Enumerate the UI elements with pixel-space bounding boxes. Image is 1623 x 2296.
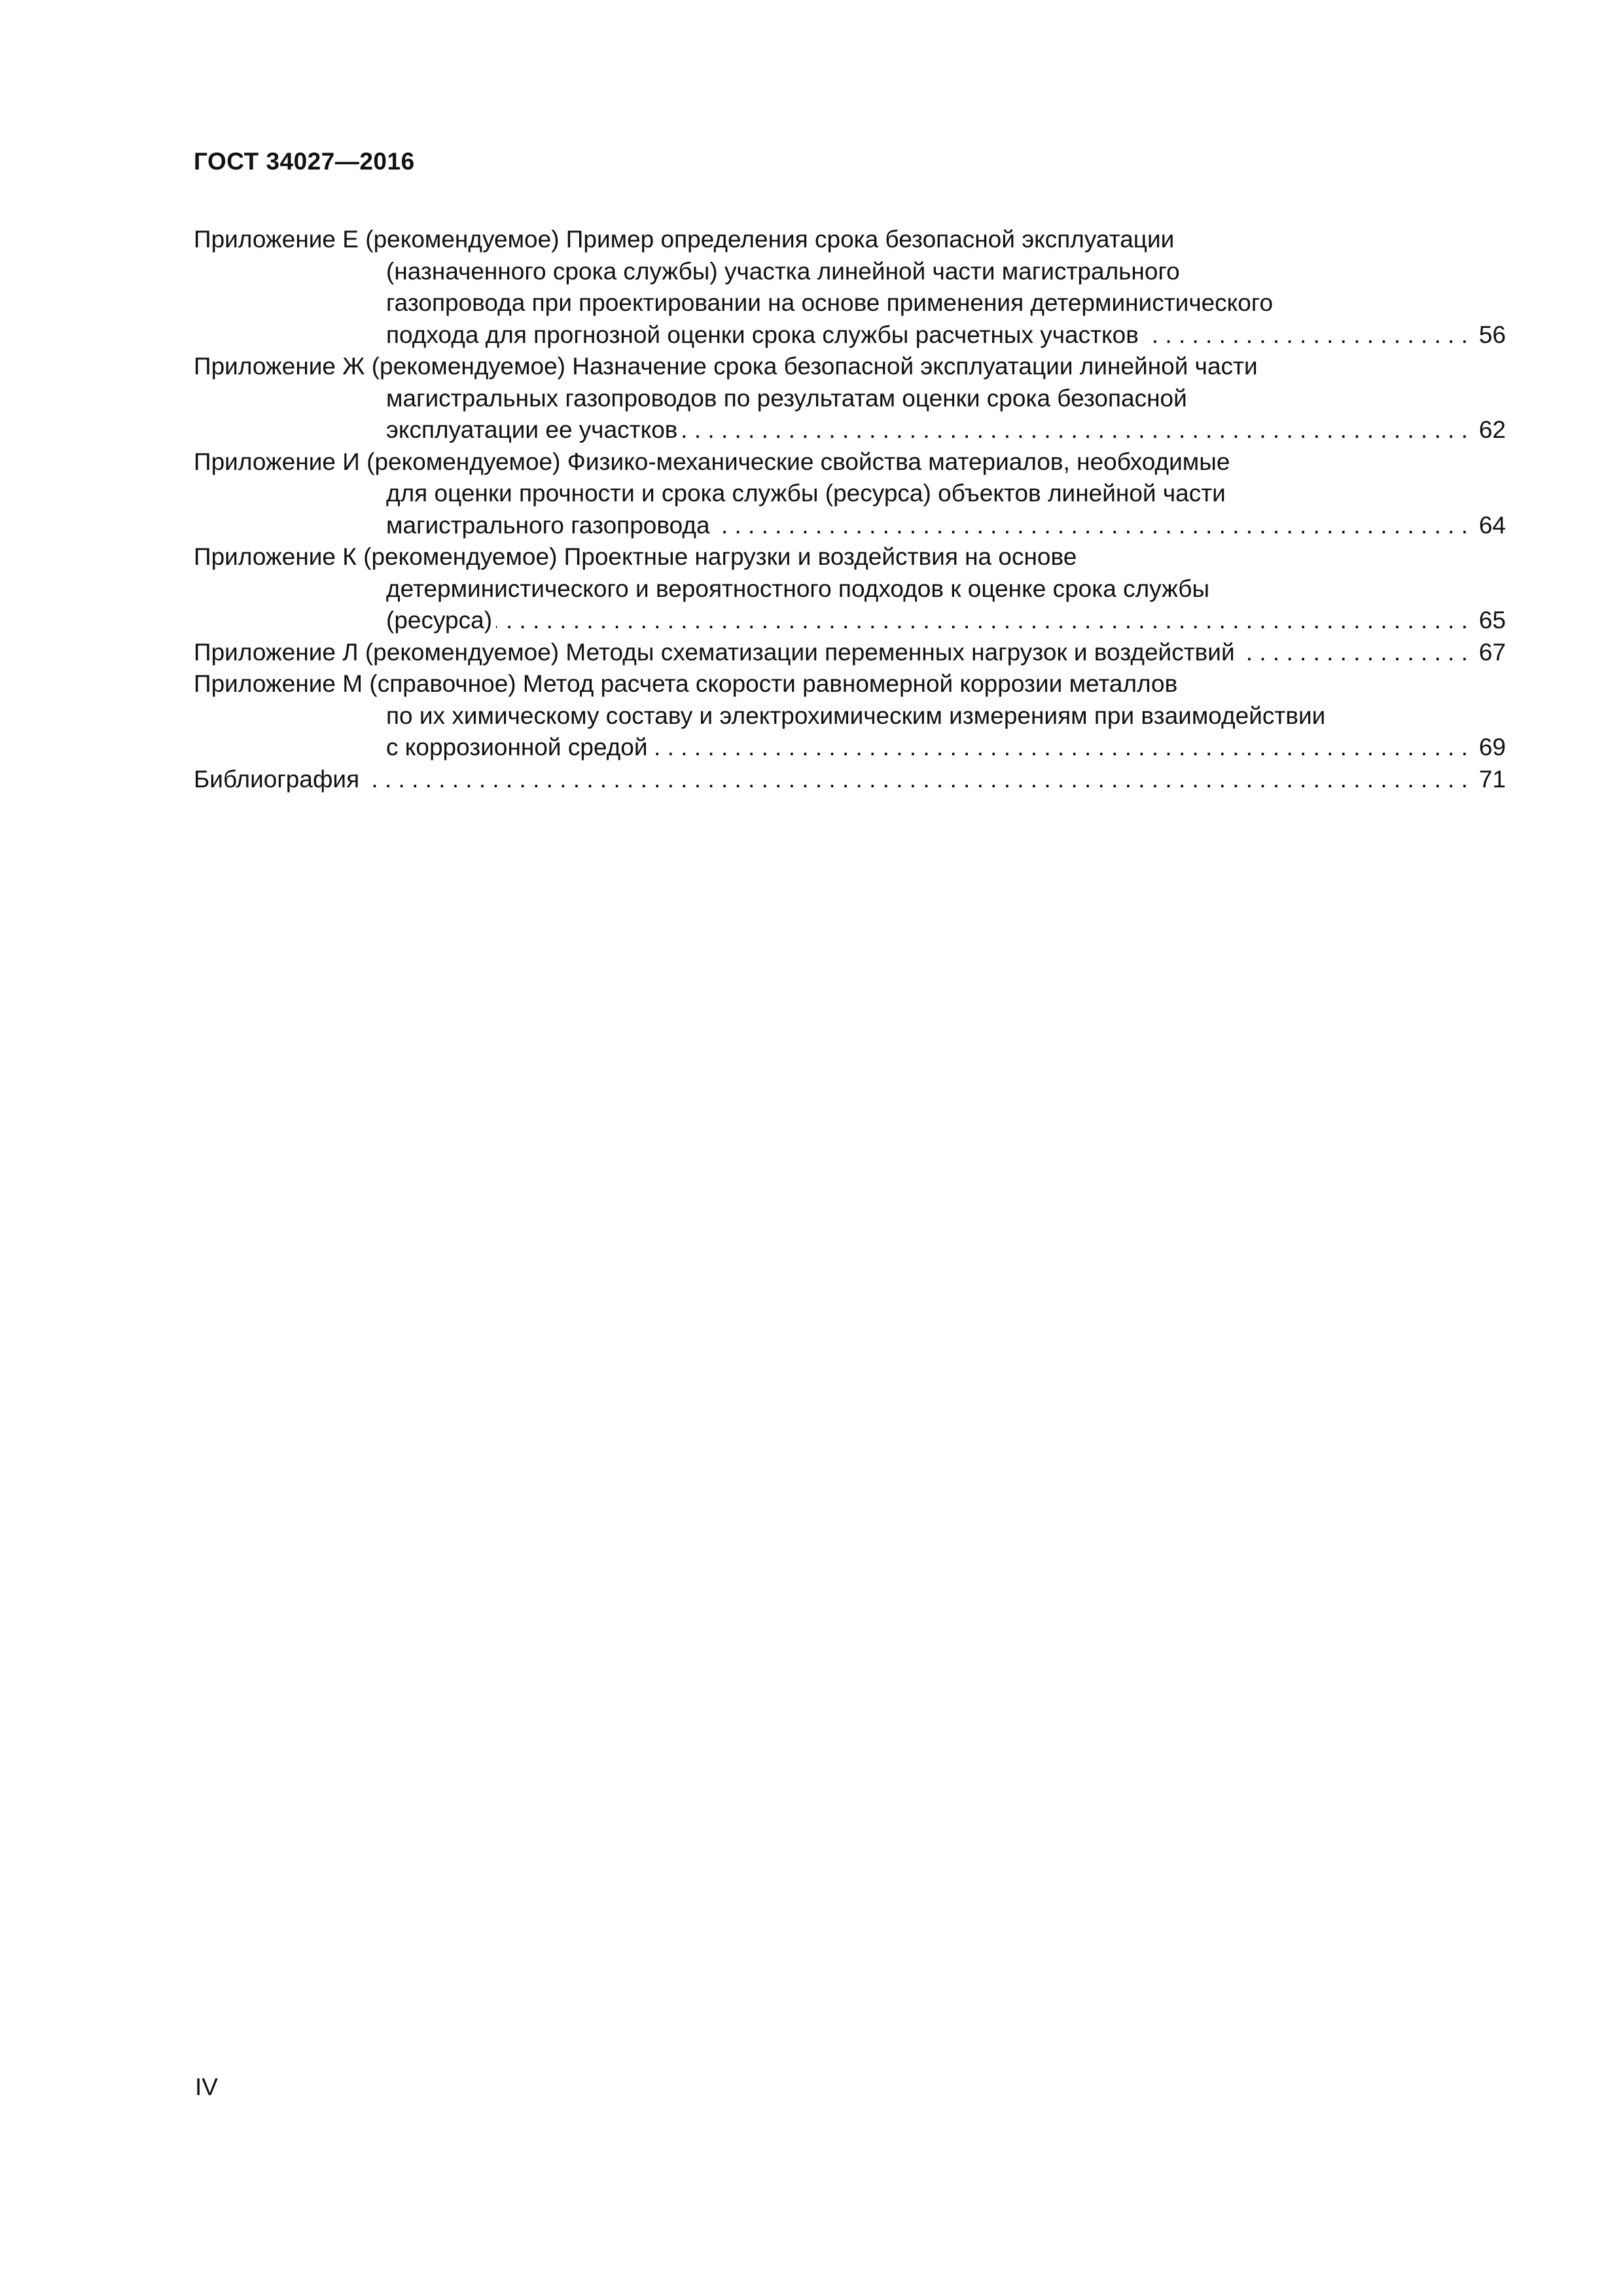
toc-entry-appendix-i[interactable] <box>194 446 1506 542</box>
toc-entry-text: эксплуатации ее участков <box>386 416 678 443</box>
dot-leader <box>363 764 1468 796</box>
table-of-contents <box>194 224 1506 795</box>
toc-entry-last-line <box>194 319 1506 351</box>
toc-entry-title: Приложение М (справочное) Метод расчета скорости равномерной коррозии металлов <box>194 670 1178 697</box>
dot-leader <box>681 414 1468 446</box>
toc-entry-title: Приложение Е (рекомендуемое) Пример определения срока безопасной эксплуатации <box>194 226 1175 253</box>
toc-entry-appendix-e[interactable] <box>194 224 1506 351</box>
toc-entry-last-line <box>194 510 1506 542</box>
toc-page-number: 56 <box>1478 321 1506 348</box>
toc-entry-appendix-zh[interactable] <box>194 351 1506 446</box>
toc-page-number: 65 <box>1478 607 1506 634</box>
toc-entry-last-line <box>194 605 1506 637</box>
toc-entry-last-line <box>194 764 1506 796</box>
toc-entry-appendix-l[interactable] <box>194 637 1506 669</box>
toc-page-number: 71 <box>1478 765 1506 793</box>
toc-entry-title: Приложение И (рекомендуемое) Физико-механические свойства материалов, необходимые <box>194 448 1230 475</box>
toc-entry-continuation: для оценки прочности и срока службы (ресурса) объектов линейной части <box>386 480 1226 507</box>
toc-entry-appendix-k[interactable] <box>194 541 1506 637</box>
toc-entry-continuation: детерминистического и вероятностного подходов к оценке срока службы <box>386 575 1210 602</box>
toc-entry-text: подхода для прогнозной оценки срока службы расчетных участков <box>386 321 1139 348</box>
toc-entry-continuation: по их химическому составу и электрохимическим измерениям при взаимодействии <box>386 702 1326 729</box>
toc-entry-appendix-m[interactable] <box>194 668 1506 764</box>
toc-entry-last-line <box>194 732 1506 764</box>
toc-entry-text: с коррозионной средой <box>386 734 648 761</box>
toc-page-number: 62 <box>1478 416 1506 443</box>
toc-entry-text: Приложение Л (рекомендуемое) Методы схематизации переменных нагрузок и воздействий <box>194 638 1235 666</box>
dot-leader <box>1239 637 1468 669</box>
toc-entry-title: Приложение К (рекомендуемое) Проектные нагрузки и воздействия на основе <box>194 543 1077 570</box>
toc-page-number: 67 <box>1478 638 1506 666</box>
toc-entry-last-line <box>194 637 1506 669</box>
dot-leader <box>652 732 1468 764</box>
document-header: ГОСТ 34027—2016 <box>194 148 415 175</box>
toc-entry-continuation: (назначенного срока службы) участка линейной части магистрального <box>386 257 1180 285</box>
toc-entry-bibliography[interactable] <box>194 764 1506 796</box>
toc-entry-continuation: газопровода при проектировании на основе применения детерминистического <box>386 289 1274 316</box>
toc-entry-last-line <box>194 414 1506 446</box>
toc-entry-title: Приложение Ж (рекомендуемое) Назначение срока безопасной эксплуатации линейной части <box>194 353 1258 380</box>
page-number-footer: IV <box>195 2073 218 2100</box>
toc-page-number: 64 <box>1478 511 1506 539</box>
dot-leader <box>1143 319 1468 351</box>
toc-entry-text: Библиография <box>194 765 360 793</box>
toc-page-number: 69 <box>1478 734 1506 761</box>
dot-leader <box>496 605 1468 637</box>
toc-entry-continuation: магистральных газопроводов по результатам оценки срока безопасной <box>386 384 1187 412</box>
toc-entry-text: магистрального газопровода <box>386 511 710 539</box>
toc-entry-text: (ресурса) <box>386 607 493 634</box>
dot-leader <box>714 510 1468 542</box>
